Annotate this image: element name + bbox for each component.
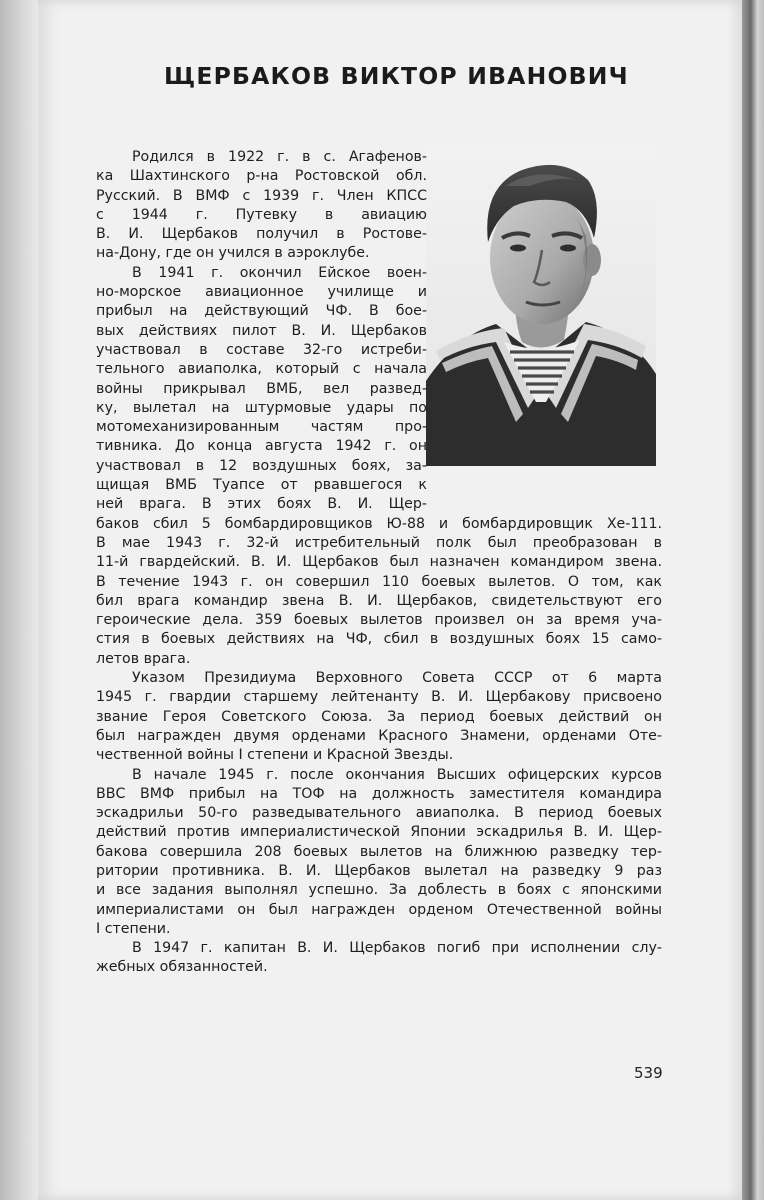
text-line: прибыл на действующий ЧФ. В бое- bbox=[96, 303, 427, 320]
text-line: бил врага командир звена В. И. Щербаков, свидетельствуют его bbox=[96, 592, 662, 609]
text-line: Указом Президиума Верховного Совета СССР от 6 марта bbox=[132, 670, 662, 687]
text-line: ку, вылетал на штурмовые удары по bbox=[96, 399, 427, 416]
text-line: В начале 1945 г. после окончания Высших офицерских курсов bbox=[132, 766, 662, 783]
text-line: Русский. В ВМФ с 1939 г. Член КПСС bbox=[96, 187, 427, 204]
paragraph-service-continued bbox=[96, 515, 662, 669]
text-line: щищая ВМБ Туапсе от рвавшегося к bbox=[96, 477, 427, 494]
text-line: империалистами он был награжден орденом Отечественной войны bbox=[96, 901, 662, 918]
scan-right-edge bbox=[742, 0, 764, 1200]
text-line: тивника. До конца августа 1942 г. он bbox=[96, 438, 427, 455]
paragraph-death bbox=[96, 939, 662, 978]
book-page bbox=[38, 0, 742, 1200]
text-line: В 1947 г. капитан В. И. Щербаков погиб при исполнении слу- bbox=[132, 940, 662, 957]
paragraph-service bbox=[96, 264, 427, 515]
text-line: стия в боевых действиях на ЧФ, сбил в воздушных боях 15 само- bbox=[96, 631, 662, 648]
text-line: ка Шахтинского р-на Ростовской обл. bbox=[96, 168, 427, 185]
paragraph-award bbox=[96, 669, 662, 765]
text-line: бакова совершила 208 боевых вылетов на ближнюю разведку тер- bbox=[96, 843, 662, 860]
text-line: действий против империалистической Японии эскадрилья В. И. Щер- bbox=[96, 824, 662, 841]
text-line: ритории противника. В. И. Щербаков вылетал на разведку 9 раз bbox=[96, 862, 662, 879]
text-line: баков сбил 5 бомбардировщиков Ю-88 и бомбардировщик Хе-111. bbox=[96, 515, 662, 532]
text-line: В течение 1943 г. он совершил 110 боевых вылетов. О том, как bbox=[96, 573, 662, 590]
text-line: В 1941 г. окончил Ейское воен- bbox=[132, 264, 427, 281]
text-line: летов врага. bbox=[96, 650, 191, 667]
text-line: вых действиях пилот В. И. Щербаков bbox=[96, 322, 427, 339]
text-line: чественной войны I степени и Красной Звезды. bbox=[96, 747, 454, 764]
text-line: участвовал в 12 воздушных боях, за- bbox=[96, 457, 427, 474]
text-line: был награжден двумя орденами Красного Знамени, орденами Оте- bbox=[96, 727, 662, 744]
text-line: ней врага. В этих боях В. И. Щер- bbox=[96, 496, 427, 513]
text-line: на-Дону, где он учился в аэроклубе. bbox=[96, 245, 370, 262]
text-line: I степени. bbox=[96, 920, 171, 937]
text-line: участвовал в составе 32-го истреби- bbox=[96, 341, 427, 358]
text-line: В мае 1943 г. 32-й истребительный полк был преобразован в bbox=[96, 534, 662, 551]
text-line: но-морское авиационное училище и bbox=[96, 284, 427, 301]
page-number: 539 bbox=[634, 1064, 663, 1082]
biography-text bbox=[96, 148, 662, 978]
text-line: 1945 г. гвардии старшему лейтенанту В. И. Щербакову присвоено bbox=[96, 689, 662, 706]
text-line: ВВС ВМФ прибыл на ТОФ на должность заместителя командира bbox=[96, 785, 662, 802]
text-line: звание Героя Советского Союза. За период боевых действий он bbox=[96, 708, 662, 725]
paragraph-birth bbox=[96, 148, 427, 264]
text-line: с 1944 г. Путевку в авиацию bbox=[96, 206, 427, 223]
page-title: ЩЕРБАКОВ ВИКТОР ИВАНОВИЧ bbox=[164, 62, 629, 90]
text-line: 11-й гвардейский. В. И. Щербаков был назначен командиром звена. bbox=[96, 554, 662, 571]
text-line: героические дела. 359 боевых вылетов произвел он за время уча- bbox=[96, 612, 662, 629]
text-line: тельного авиаполка, который с начала bbox=[96, 361, 427, 378]
scan-left-margin bbox=[0, 0, 38, 1200]
text-line: и все задания выполнял успешно. За доблесть в боях с японскими bbox=[96, 882, 662, 899]
text-line: эскадрильи 50-го разведывательного авиаполка. В период боевых bbox=[96, 805, 662, 822]
text-line: войны прикрывал ВМБ, вел развед- bbox=[96, 380, 427, 397]
text-line: жебных обязанностей. bbox=[96, 959, 268, 976]
paragraph-pacific-fleet bbox=[96, 766, 662, 940]
text-line: мотомеханизированным частям про- bbox=[96, 419, 427, 436]
text-line: В. И. Щербаков получил в Ростове- bbox=[96, 226, 427, 243]
text-line: Родился в 1922 г. в с. Агафенов- bbox=[132, 149, 427, 165]
